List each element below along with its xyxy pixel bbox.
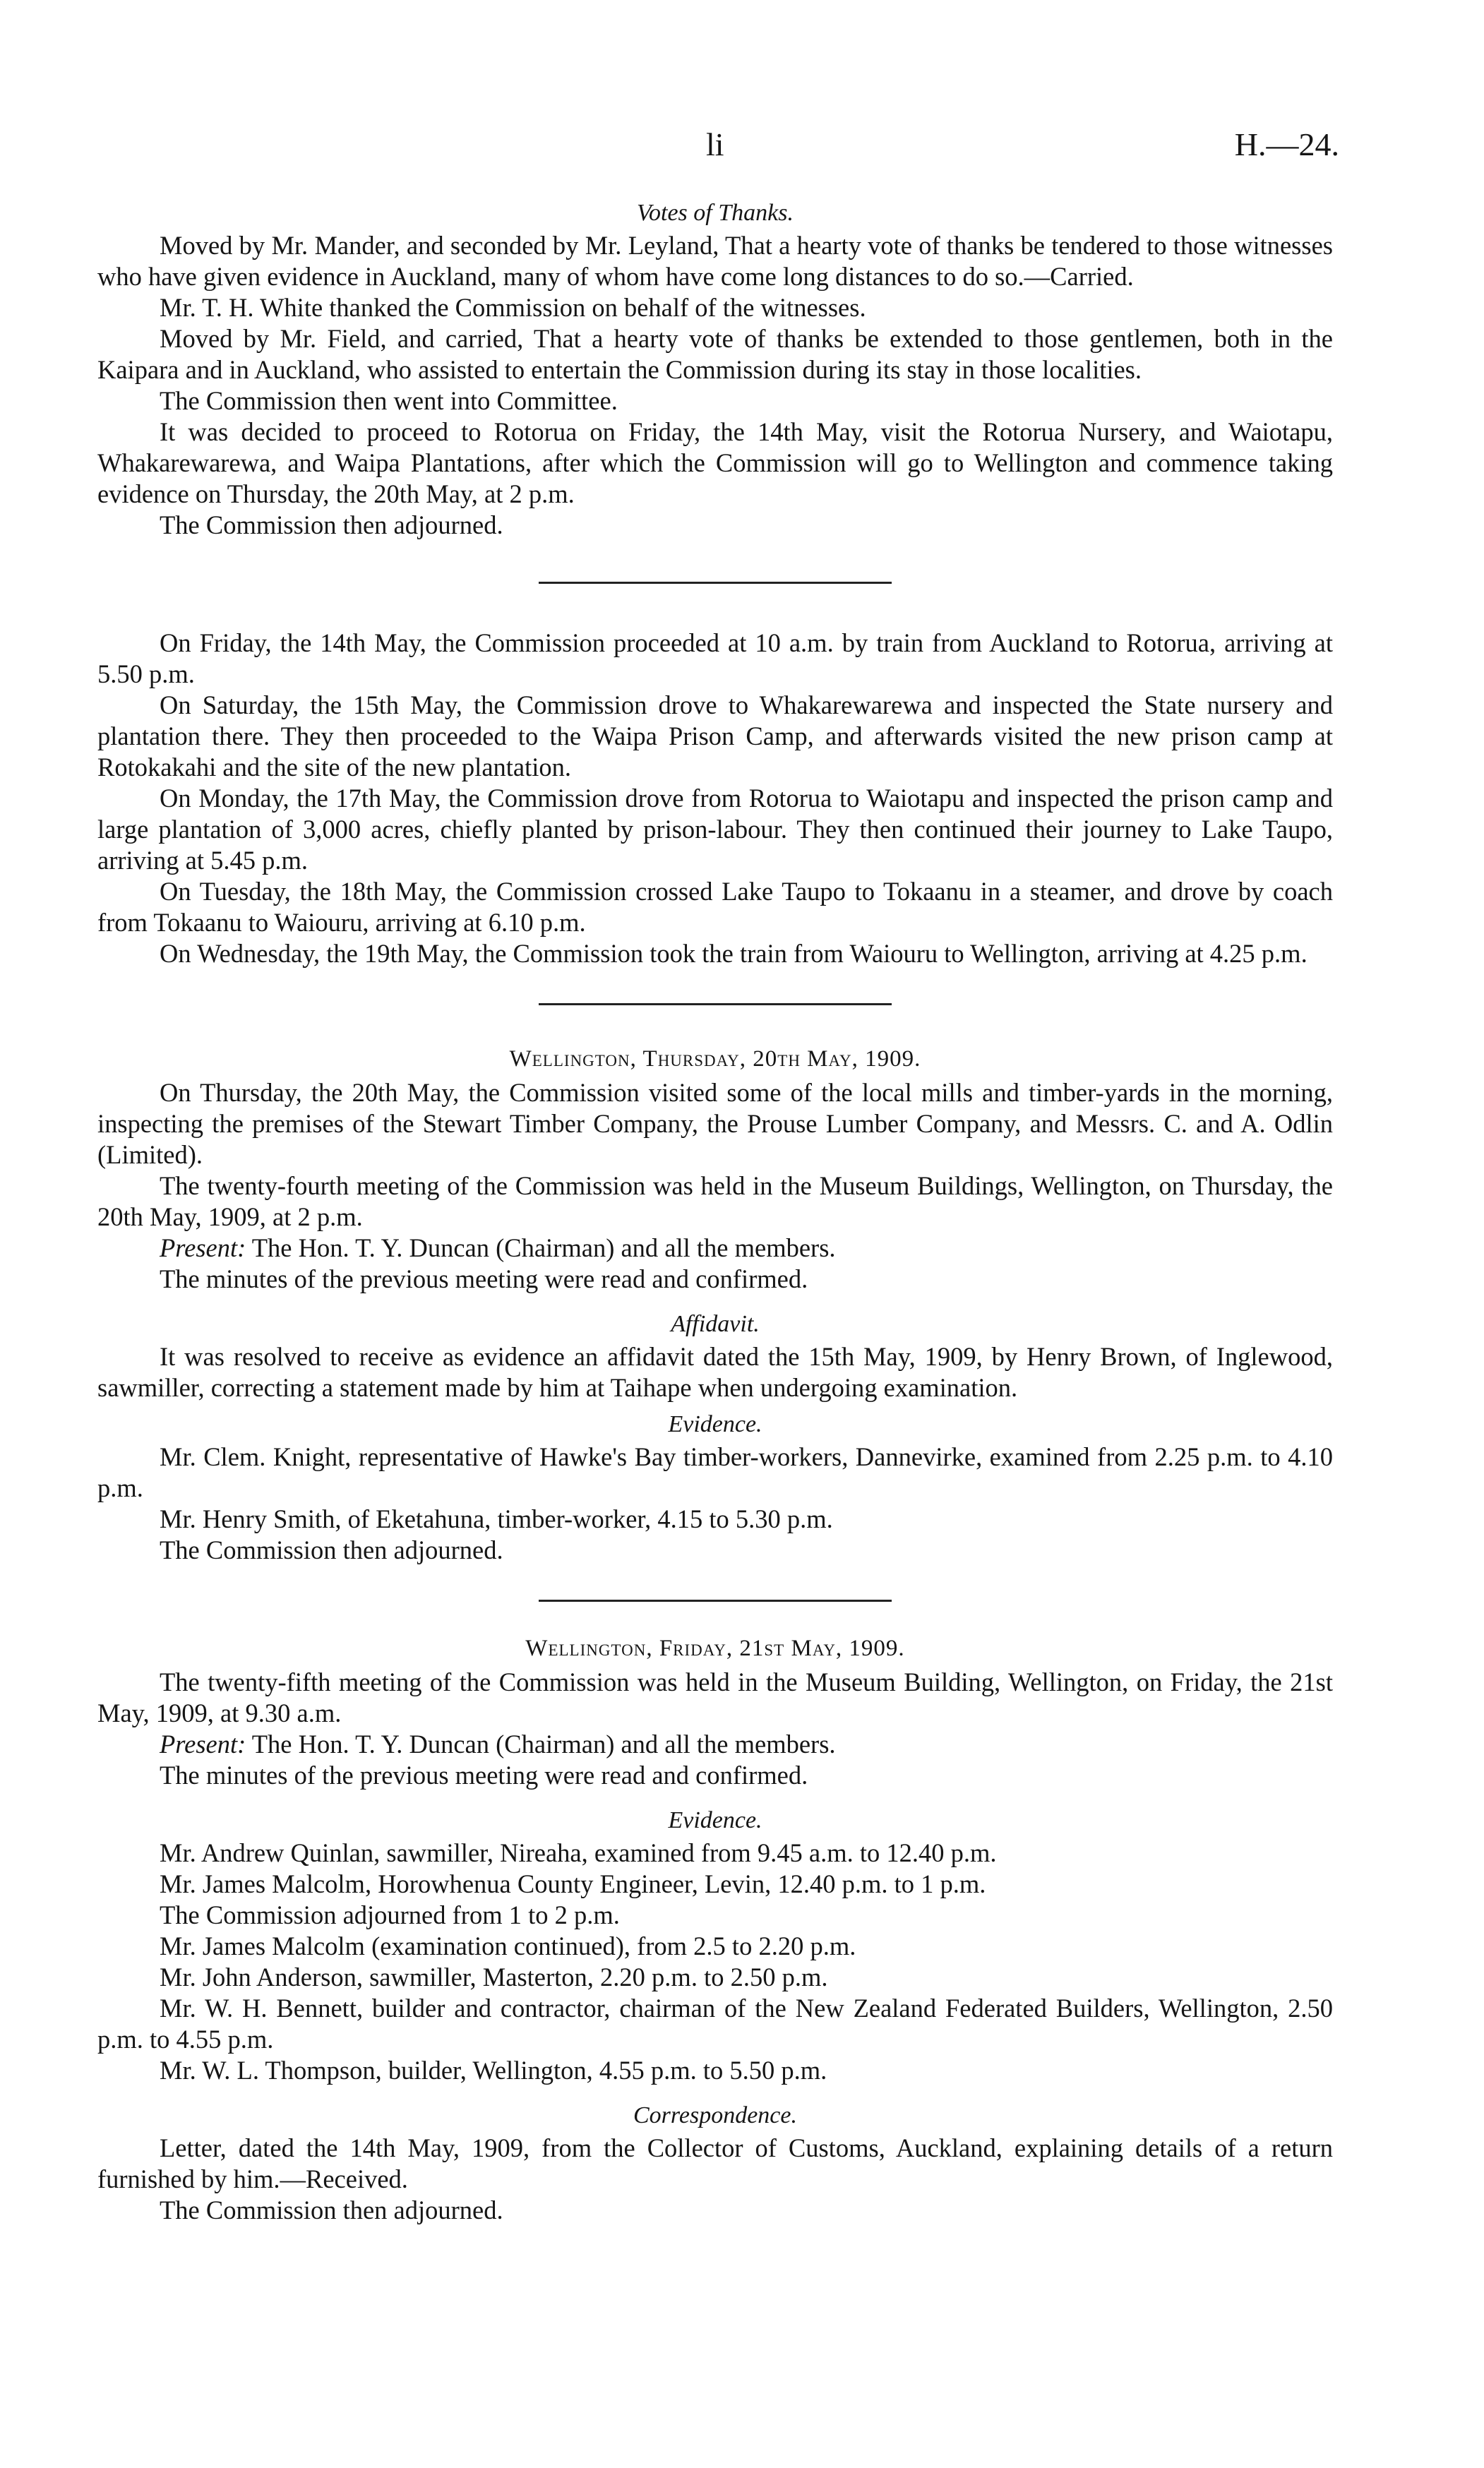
- paragraph: The minutes of the previous meeting were read and confirmed.: [160, 1264, 808, 1293]
- evidence-entry: Mr. John Anderson, sawmiller, Masterton, 2.20 p.m. to 2.50 p.m.: [160, 1963, 828, 1991]
- document-reference: H.—24.: [1234, 126, 1339, 162]
- page-body: [97, 192, 1333, 2226]
- paragraph: The minutes of the previous meeting were read and confirmed.: [160, 1761, 808, 1790]
- page-number: li: [706, 126, 724, 162]
- evidence-entry: Mr. Andrew Quinlan, sawmiller, Nireaha, examined from 9.45 a.m. to 12.40 p.m.: [160, 1838, 997, 1867]
- present-line: [97, 1729, 1333, 1760]
- present-line: [97, 1233, 1333, 1264]
- present-label: Present:: [160, 1730, 246, 1759]
- paragraph: The twenty-fourth meeting of the Commission was held in the Museum Buildings, Wellington, on Thursday, the 20th May, 1909, at 2 p.m.: [97, 1171, 1333, 1231]
- paragraph: On Monday, the 17th May, the Commission drove from Rotorua to Waiotapu and inspected the prison camp and large plantation of 3,000 acres, chiefly planted by prison-labour. They then continued their journey to Lake Taupo, arriving at 5.45 p.m.: [97, 784, 1333, 875]
- paragraph: It was resolved to receive as evidence an affidavit dated the 15th May, 1909, by Henry Brown, of Inglewood, sawmiller, correcting a statement made by him at Taihape when undergoing examination.: [97, 1342, 1333, 1402]
- evidence-entry: Mr. James Malcolm, Horowhenua County Engineer, Levin, 12.40 p.m. to 1 p.m.: [160, 1869, 986, 1898]
- paragraph: The twenty-fifth meeting of the Commission was held in the Museum Building, Wellington, on Friday, the 21st May, 1909, at 9.30 a.m.: [97, 1667, 1333, 1727]
- paragraph: On Friday, the 14th May, the Commission proceeded at 10 a.m. by train from Auckland to Rotorua, arriving at 5.50 p.m.: [97, 628, 1333, 688]
- friday-meeting-section: [97, 1633, 1333, 2226]
- paragraph: On Wednesday, the 19th May, the Commission took the train from Waiouru to Wellington, arriving at 4.25 p.m.: [160, 939, 1308, 968]
- present-text: The Hon. T. Y. Duncan (Chairman) and all the members.: [246, 1233, 836, 1262]
- evidence-entry: Mr. Clem. Knight, representative of Hawke's Bay timber-workers, Dannevirke, examined from 2.25 p.m. to 4.10 p.m.: [97, 1442, 1333, 1502]
- friday-meeting-heading: Wellington, Friday, 21st May, 1909.: [525, 1636, 905, 1661]
- present-label: Present:: [160, 1233, 246, 1262]
- evidence-heading: Evidence.: [668, 1807, 762, 1833]
- paragraph: Letter, dated the 14th May, 1909, from the Collector of Customs, Auckland, explaining details of a return furnished by him.—Received.: [97, 2133, 1333, 2193]
- evidence-entry: Mr. W. L. Thompson, builder, Wellington, 4.55 p.m. to 5.50 p.m.: [160, 2056, 827, 2085]
- present-text: The Hon. T. Y. Duncan (Chairman) and all the members.: [246, 1730, 836, 1759]
- correspondence-heading: Correspondence.: [633, 2102, 797, 2128]
- evidence-entry: Mr. James Malcolm (examination continued), from 2.5 to 2.20 p.m.: [160, 1931, 856, 1960]
- votes-of-thanks-heading: Votes of Thanks.: [637, 200, 794, 226]
- evidence-heading: Evidence.: [668, 1411, 762, 1437]
- evidence-entry: The Commission adjourned from 1 to 2 p.m.: [160, 1900, 620, 1929]
- thursday-meeting-heading: Wellington, Thursday, 20th May, 1909.: [509, 1046, 921, 1072]
- journey-section: [97, 628, 1333, 969]
- thursday-meeting-section: [97, 1043, 1333, 1566]
- paragraph: Moved by Mr. Mander, and seconded by Mr. Leyland, That a hearty vote of thanks be tendered to those witnesses who have given evidence in Auckland, many of whom have come long distances to do so.—Carried.: [97, 231, 1333, 291]
- paragraph: The Commission then went into Committee.: [160, 386, 618, 415]
- paragraph: The Commission then adjourned.: [160, 510, 503, 539]
- paragraph: On Tuesday, the 18th May, the Commission crossed Lake Taupo to Tokaanu in a steamer, and drove by coach from Tokaanu to Waiouru, arriving at 6.10 p.m.: [97, 877, 1333, 937]
- paragraph: On Saturday, the 15th May, the Commission drove to Whakarewarewa and inspected the State nursery and plantation there. They then proceeded to the Waipa Prison Camp, and afterwards visited the new prison camp at Rotokakahi and the site of the new plantation.: [97, 690, 1333, 781]
- paragraph: The Commission then adjourned.: [160, 2196, 503, 2224]
- paragraph: Mr. T. H. White thanked the Commission on behalf of the witnesses.: [160, 293, 866, 322]
- evidence-entry: Mr. W. H. Bennett, builder and contractor, chairman of the New Zealand Federated Builders, Wellington, 2.50 p.m. to 4.55 p.m.: [97, 1994, 1333, 2054]
- affidavit-heading: Affidavit.: [671, 1311, 760, 1337]
- paragraph: On Thursday, the 20th May, the Commission visited some of the local mills and timber-yards in the morning, inspecting the premises of the Stewart Timber Company, the Prouse Lumber Company, and Messrs. C. and A. Odlin (Limited).: [97, 1078, 1333, 1169]
- paragraph: It was decided to proceed to Rotorua on Friday, the 14th May, visit the Rotorua Nursery, and Waiotapu, Whakarewarewa, and Waipa Plantations, after which the Commission will go to Wellington and commence taking evidence on Thursday, the 20th May, at 2 p.m.: [97, 417, 1333, 508]
- evidence-entry: The Commission then adjourned.: [160, 1535, 503, 1564]
- evidence-entry: Mr. Henry Smith, of Eketahuna, timber-worker, 4.15 to 5.30 p.m.: [160, 1504, 833, 1533]
- page-header: [0, 126, 1484, 168]
- paragraph: Moved by Mr. Field, and carried, That a hearty vote of thanks be extended to those gentlemen, both in the Kaipara and in Auckland, who assisted to entertain the Commission during its stay in those localities.: [97, 324, 1333, 384]
- votes-of-thanks-section: [97, 192, 1333, 541]
